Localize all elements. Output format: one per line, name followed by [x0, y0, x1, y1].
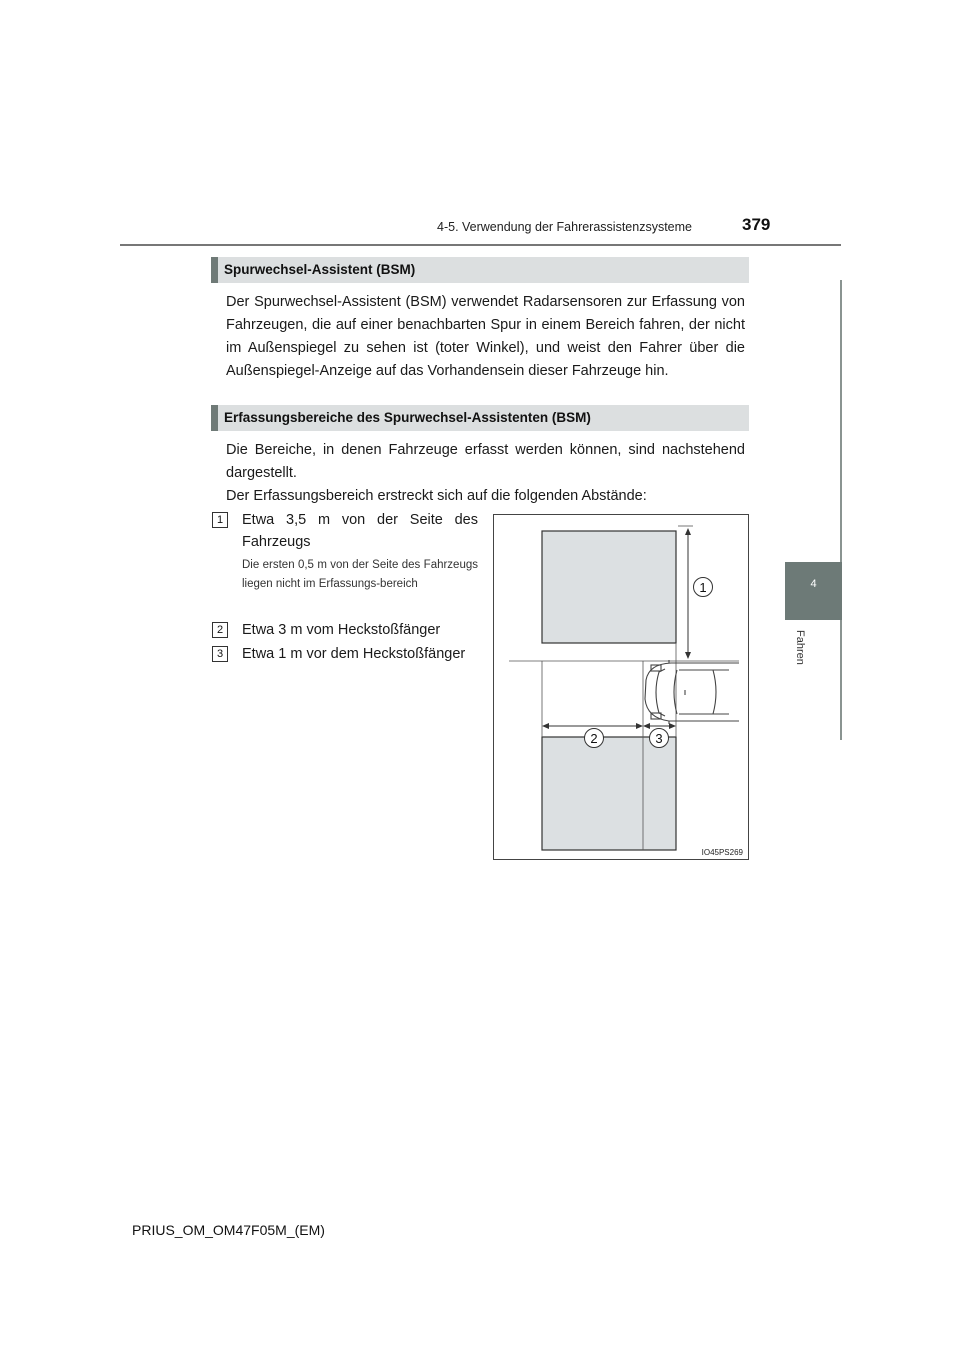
side-strip: [840, 280, 842, 740]
detection-area-diagram: [493, 514, 749, 860]
item-number-2: 2: [212, 622, 228, 638]
callout-1: 1: [699, 580, 707, 595]
section-title: Erfassungsbereiche des Spurwechsel-Assistenten (BSM): [224, 410, 591, 425]
section-marker: [211, 257, 218, 283]
section-heading-detection-areas: [211, 405, 749, 431]
chapter-label: Fahren: [794, 630, 806, 665]
detection-intro: Die Bereiche, in denen Fahrzeuge erfasst werden können, sind nachstehend dargestellt.: [226, 442, 745, 481]
callout-3: 3: [655, 731, 663, 746]
item-note-1: Die ersten 0,5 m von der Seite des Fahrzeugs liegen nicht im Erfassungs-bereich: [242, 559, 478, 590]
item-number-1: 1: [212, 512, 228, 528]
section-title: Spurwechsel-Assistent (BSM): [224, 262, 416, 277]
detection-intro-2: Der Erfassungsbereich erstreckt sich auf die folgenden Abstände:: [226, 488, 647, 504]
figure-code: IO45PS269: [701, 848, 743, 857]
header-rule: [120, 244, 841, 246]
item-text-3: Etwa 1 m vor dem Heckstoßfänger: [242, 646, 466, 662]
page-number: 379: [742, 215, 771, 234]
bsm-description: Der Spurwechsel-Assistent (BSM) verwendet Radarsensoren zur Erfassung von Fahrzeugen, die auf einer benachbarten Spur in einem Bereich fahren, der nicht im Außenspiegel zu sehen ist (toter Winkel), und weist den Fahrer über die Außenspiegel-Anzeige auf das Vorhandensein dieser Fahrzeuge hin.: [226, 294, 745, 379]
rear-detection-zone: [542, 737, 676, 850]
callout-2: 2: [590, 731, 598, 746]
item-text-2: Etwa 3 m vom Heckstoßfänger: [242, 622, 441, 638]
chapter-tab: 4: [785, 562, 842, 620]
document-footer: PRIUS_OM_OM47F05M_(EM): [132, 1222, 325, 1238]
section-heading-bsm: [211, 257, 749, 283]
side-detection-zone: [542, 531, 676, 643]
item-text-1: Etwa 3,5 m von der Seite des Fahrzeugs: [242, 512, 478, 550]
running-header: 4-5. Verwendung der Fahrerassistenzsysteme: [437, 220, 692, 234]
section-marker: [211, 405, 218, 431]
item-number-3: 3: [212, 646, 228, 662]
